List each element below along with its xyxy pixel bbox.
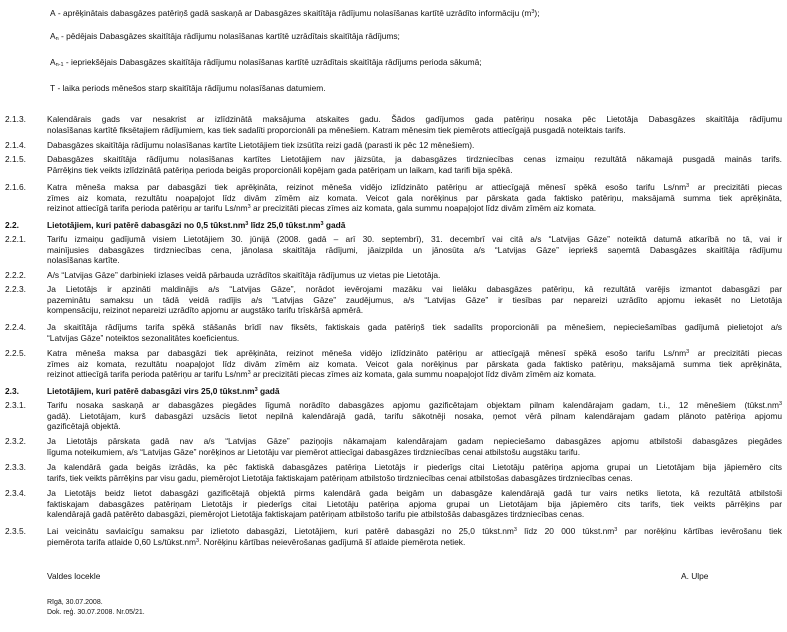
clause-number: 2.2. [5, 220, 19, 230]
clause-number: 2.3. [5, 386, 19, 396]
unit-superscript: 3 [245, 221, 249, 227]
clause-number: 2.1.4. [5, 140, 26, 150]
clause-line: Dabasgāzes skaitītāja rādījumu nolasīšanas kartītes Lietotājiem nav jāizsūta, ja dabasgāzes tirdzniecības cenas izmaiņu rezultātā nākamajā pusgadā mainās tarifs. [47, 154, 782, 164]
clause-line: pazeminātu samaksu un tādā veidā radījis a/s “Latvijas Gāze” zaudējumus, a/s “Latvijas Gāze” ir tiesības par nepareizi uzrādīto apjomu iekasēt no Lietotāja [47, 294, 782, 305]
clause-line: Kalendārais gads var nesakrist ar izlīdzinātā maksājuma atskaites gadu. Šādos gadījumos gada patēriņu nosaka pēc Lietotāja Dabasgāzes skaitītāja rādījumu [47, 114, 782, 124]
clause-text [47, 462, 782, 483]
clause-line: Ja skaitītāja rādījums tarifa spēkā stāšanās brīdī nav fiksēts, faktiskais gada patēriņš tiek sadalīts proporcionāli pa mēnešiem, nepieciešamības gadījumā pielietojot a/s [47, 322, 782, 332]
definition-text: - pēdējais Dabasgāzes skaitītāja rādījumu nolasīšanas kartītē uzrādītais skaitītāja rādījums; [58, 31, 400, 41]
clause-line: līguma noteikumiem, a/s “Latvijas Gāze” norēķinos ar Lietotāju var piemērot attiecīgai dabasgāzes tirdzniecības cenai atbilstošu augstāku tarifu. [47, 446, 581, 457]
clause-text [47, 182, 782, 214]
formula-symbol: T [50, 83, 56, 93]
clause-number: 2.1.3. [5, 114, 26, 124]
clause-number: 2.2.4. [5, 322, 26, 332]
clause-line: A/s “Latvijas Gāze” darbinieki izlases veidā pārbauda uzrādītos skaitītāja rādījumus uz vietas pie Lietotāja. [47, 270, 441, 280]
clause-line: gadā). Lietotājam, kurš dabasgāzi uzsācis lietot nepilnā kalendārajā gadā, tarifu sākotnēji nosaka, ņemot vērā pilnam kalendārajam gadam plānoto patēriņa apjomu [47, 410, 782, 421]
unit-superscript: 3 [614, 527, 618, 533]
clause-line: Pārrēķins tiek veikts izlīdzinātā patēriņa perioda beigās proporcionāli kopējam gada patēriņam un laikam, kad tarifi bija spēkā. [47, 164, 513, 175]
unit-superscript: 3 [247, 370, 251, 377]
definition-row [50, 31, 770, 45]
unit-superscript: 3 [686, 183, 690, 189]
definition-text: - iepriekšējais Dabasgāzes skaitītāja rādījumu nolasīšanas kartītē uzrādītais skaitītāja rādījums perioda sākumā; [63, 57, 482, 67]
clause-number: 2.2.2. [5, 270, 26, 280]
clause-number: 2.3.2. [5, 436, 26, 446]
formula-subscript: n-1 [55, 62, 64, 68]
clause-number: 2.3.4. [5, 488, 26, 498]
clause-line: gazificētajā objektā. [47, 421, 121, 432]
unit-superscript: 3 [195, 537, 200, 544]
definition-row [50, 7, 770, 19]
clause-text [47, 488, 782, 520]
unit-superscript: 3 [247, 204, 251, 211]
clause-line: zīmes aiz komata, rezultātu noapaļojot līdz divām zīmēm aiz komata. Veicot gala norēķinus par pārskata gada faktisko patēriņu, maksājamā summa tiek aprēķināta, [47, 358, 782, 369]
clause-line: mainījusies dabasgāzes tirdzniecības cena, jānolasa skaitītāja rādījumi, jāaizpilda un jānosūta a/s “Latvijas Gāze” iepriekš saņemtā Dabasgāzes skaitītāja rādījumu [47, 244, 782, 255]
clause-line: Dabasgāzes skaitītāja rādījumu nolasīšanas kartīte Lietotājiem tiek izsūtīta reizi gadā (parasti ik pēc 12 mēnešiem). [47, 140, 475, 150]
clause-line: Ja Lietotājs beidz lietot dabasgāzi gazificētajā objektā pirms kalendārā gada beigām un dabasgāze kalendārajā gadā tur vairs netiks lietota, kā rezultātā atbilstoši [47, 488, 782, 498]
unit-superscript: 3 [320, 221, 324, 227]
unit-superscript: 3 [778, 401, 782, 407]
clause-number: 2.1.5. [5, 154, 26, 164]
clause-line: piemērota tarifa atlaide 0,60 $Ls/tūkst.nm^3$. Norēķinu kārtības neievērošanas gadījumā šī atlaide piemērota netiek. [47, 536, 466, 547]
clause-line: Tarifu izmaiņu gadījumā visiem Lietotājiem 30. jūnijā (2008. gadā – arī 30. septembrī), 31. decembrī vai citā a/s “Latvijas Gāze” noteiktā datumā atkarībā no tā, vai ir [47, 234, 782, 244]
clause-line: reizinot attiecīgā tarifa perioda patēriņu ar tarifu $Ls/nm^3$ ar precizitāti piecas zīmes aiz komata, gala summu noapaļojot līdz divām zīmēm aiz komata. [47, 203, 597, 214]
clause-text [47, 114, 782, 135]
clause-number: 2.3.5. [5, 526, 26, 536]
clause-text [47, 270, 782, 281]
unit-superscript: 3 [254, 387, 258, 393]
clause-text [47, 348, 782, 380]
clause-number: 2.1.6. [5, 182, 26, 192]
clause-line: zīmes aiz komata, rezultātu noapaļojot līdz divām zīmēm aiz komata. Veicot gala norēķinus par pārskata gada faktisko patēriņu, maksājamā summa tiek aprēķināta, [47, 192, 782, 203]
clause-text [47, 220, 782, 231]
signature-name: A. Ulpe [681, 571, 709, 581]
formula-subscript: n [55, 36, 59, 42]
clause-number: 2.3.1. [5, 400, 26, 410]
footer-place-date: Rīgā, 30.07.2008. [47, 599, 103, 606]
footer-registration: Dok. reģ. 30.07.2008. Nr.05/21. [47, 609, 145, 616]
clause-line: Lai veicinātu savlaicīgu samaksu par izlietoto dabasgāzi, Lietotājiem, kuri patērē dabasgāzi no 25,0 $tūkst.nm^3$ līdz 20 000 $tūkst.nm^3$ par norēķinu kārtības ievērošanu tiek [47, 526, 782, 536]
clause-text [47, 526, 782, 547]
clause-line: Katra mēneša maksa par dabasgāzi tiek aprēķināta, reizinot mēneša vidējo izlīdzināto patēriņu ar attiecīgajā mēnesī spēkā esošo tarifu $Ls/nm^3$ ar precizitāti piecas [47, 182, 783, 192]
unit-superscript: 3 [531, 9, 535, 15]
definition-text: - laika periods mēnešos starp skaitītāja rādījumu nolasīšanas datumiem. [55, 83, 326, 93]
definition-row [50, 57, 770, 71]
formula-symbol: A [50, 8, 56, 18]
clause-line: kalendārajā gadā patērēto dabasgāzi, piemērojot Lietotāja faktiskajam patēriņam atbilstošo tarifu pie atbilstošās dabasgāzes tirdzniecības cenas. [47, 509, 585, 520]
clause-line: kompensāciju, reizinot nepareizi uzrādīto apjomu ar augstāko tarifu trīskāršā apmērā. [47, 305, 364, 316]
formula-symbol: A [50, 31, 56, 41]
clause-number: 2.2.3. [5, 284, 26, 294]
clause-line: reizinot attiecīgā tarifa perioda patēriņu ar tarifu $Ls/nm^3$ ar precizitāti piecas zīmes aiz komata, gala summu noapaļojot līdz divām zīmēm aiz komata. [47, 369, 597, 380]
clause-text [47, 436, 782, 457]
clause-text [47, 140, 782, 151]
clause-text [47, 386, 782, 397]
unit-superscript: 3 [686, 349, 690, 355]
clause-line: Katra mēneša maksa par dabasgāzi tiek aprēķināta, reizinot mēneša vidējo izlīdzināto patēriņu ar attiecīgajā mēnesī spēkā esošo tarifu $Ls/nm^3$ ar precizitāti piecas [47, 348, 783, 358]
formula-symbol: A [50, 57, 56, 67]
clause-text [47, 234, 782, 266]
definition-row [50, 83, 770, 94]
clause-line: nolasīšanas kartīte. [47, 255, 120, 266]
clause-line: Lietotājiem, kuri patērē dabasgāzi no 0,5 $tūkst.nm^3$ līdz 25,0 $tūkst.nm^3$ gadā [47, 220, 346, 230]
clause-line: Lietotājiem, kuri patērē dabasgāzi virs 25,0 $tūkst.nm^3$ gadā [47, 386, 280, 396]
clause-text [47, 400, 782, 432]
definition-tail: ); [534, 8, 540, 18]
clause-line: Ja Lietotājs pārskata gadā nav a/s “Latvijas Gāze” paziņojis nākamajam kalendārajam gadam nepieciešamo dabasgāzes apjomu atbilstoši dabasgāzes piegādes [47, 436, 782, 446]
clause-text [47, 322, 782, 343]
clause-number: 2.2.5. [5, 348, 26, 358]
definition-text: - aprēķinātais dabasgāzes patēriņš gadā saskaņā ar Dabasgāzes skaitītāja rādījumu nolasīšanas kartītē uzrādīto informāciju (m [55, 8, 532, 18]
clause-line: Tarifu nosaka saskaņā ar dabasgāzes piegādes līgumā norādīto dabasgāzes apjomu gazificētajam objektam pilnam kalendārajam gadam, t.i., 12 mēnešiem ($tūkst.nm^3$ [47, 400, 782, 410]
signature-title: Valdes locekle [47, 571, 101, 581]
unit-superscript: 3 [513, 527, 517, 533]
clause-line: nolasīšanas kartītē fiksētajiem rādījumiem, kas tiek sadalīti proporcionāli pa mēnešiem. Katram mēnesim tiek piemērots attiecīgajā pusgadā noteiktais tarifs. [47, 124, 626, 135]
clause-line: Ja kalendārā gada beigās izrādās, ka pēc faktiskā dabasgāzes patēriņa Lietotājs ir piederīgs citai Lietotāju patēriņa apjoma grupai un Lietotājam bija jāpiemēro cits [47, 462, 782, 472]
clause-number: 2.3.3. [5, 462, 26, 472]
clause-line: Ja Lietotājs ir apzināti maldinājis a/s “Latvijas Gāze”, norādot ievērojami mazāku vai lielāku dabasgāzes patēriņu, kā rezultātā varējis izmantot dabasgāzi par [47, 284, 782, 294]
clause-text [47, 284, 782, 316]
clause-text [47, 154, 782, 175]
clause-number: 2.2.1. [5, 234, 26, 244]
clause-line: tarifs, tiek veikts pārrēķins par visu gadu, piemērojot Lietotāja faktiskajam patēriņam atbilstošo tirdzniecības cenai atbilstošas dabasgāzes tirdzniecības cenas. [47, 472, 633, 483]
clause-line: faktiskajam dabasgāzes patēriņam Lietotājs ir piederīgs citai Lietotāju patēriņa apjoma grupai un Lietotājam bija jāpiemēro cits tarifs, tiek veikts pārrēķins par [47, 498, 782, 509]
clause-line: “Latvijas Gāze” noteiktos sezonalitātes koeficientus. [47, 332, 240, 343]
